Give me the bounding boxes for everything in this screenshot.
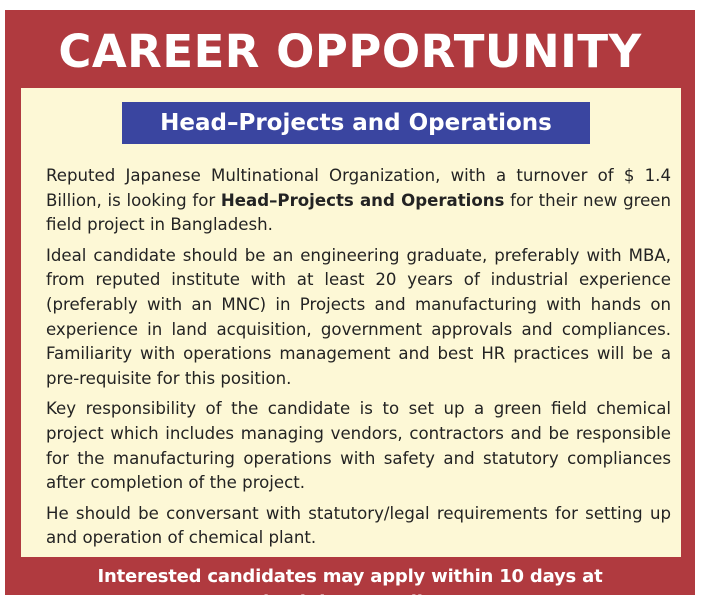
intro-text-end: for their new green field project in Bangladesh. [46, 190, 671, 235]
paragraph-requirements: Ideal candidate should be an engineering graduate, preferably with MBA, from reputed institute with at least 20 years of industrial experience (preferably with an MNC) in Projects and manufacturing with hands on experience in land acquisition, government approvals and compliances. Familiarity with operations management and best HR practices will be a pre-requisite for this position. [46, 245, 671, 388]
intro-position-emphasis: Head–Projects and Operations [220, 190, 505, 210]
ad-title: CAREER OPPORTUNITY [58, 25, 642, 78]
ad-description [46, 164, 671, 557]
career-ad [5, 10, 695, 613]
paragraph-responsibilities: Key responsibility of the candidate is to set up a green field chemical project which includes managing vendors, contractors and be responsible for the manufacturing operations with safety and statutory compliances after completion of the project. [46, 399, 671, 493]
apply-instructions: Interested candidates may apply within 10 days at “projectbd17@gmail.com” [97, 566, 603, 613]
paragraph-intro [46, 164, 671, 238]
ad-body [21, 88, 681, 557]
paragraph-legal: He should be conversant with statutory/legal requirements for setting up and operation of chemical plant. [46, 503, 671, 548]
intro-text-start: Reputed Japanese Multinational Organization, with a turnover of $ 1.4 Billion, is looking for [46, 166, 671, 210]
position-banner: Head–Projects and Operations [122, 102, 590, 144]
